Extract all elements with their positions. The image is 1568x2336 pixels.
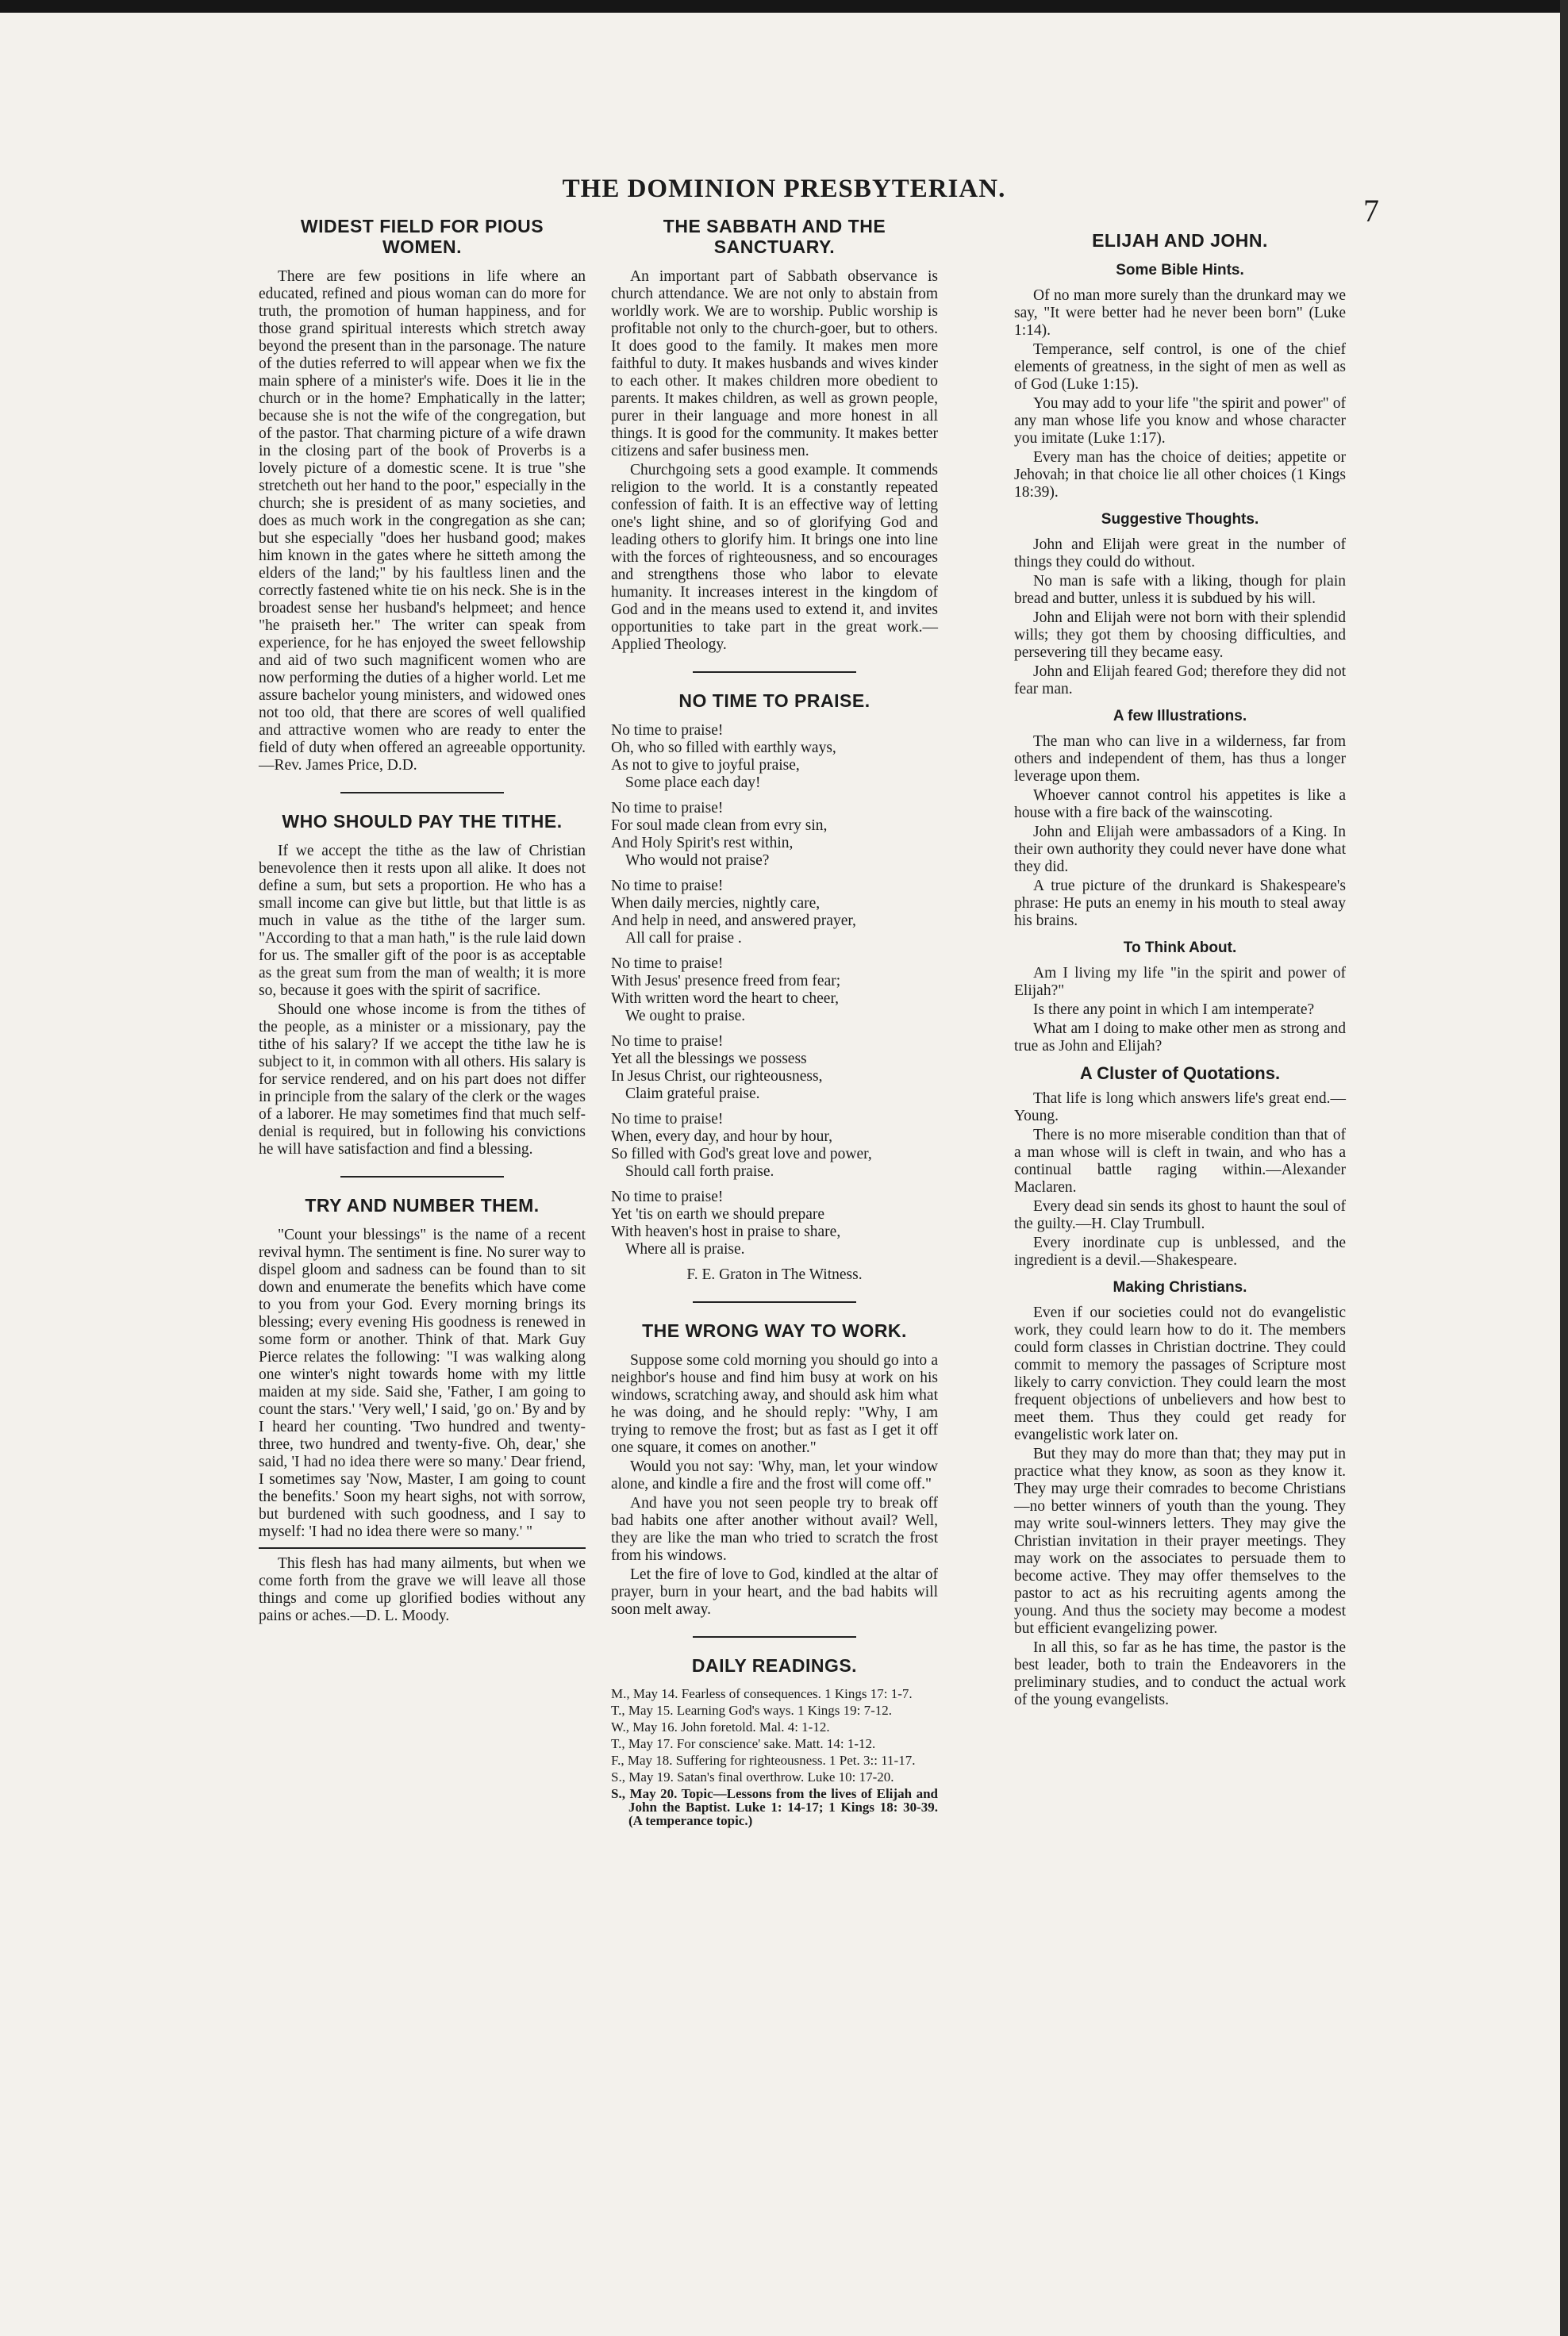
paragraph: A true picture of the drunkard is Shakespeare's phrase: He puts an enemy in his mouth to steal away his brains. <box>1014 878 1346 929</box>
paragraph: Temperance, self control, is one of the chief elements of greatness, in the sight of men as well as of God (Luke 1:15). <box>1014 341 1346 393</box>
poem-line: No time to praise! <box>611 1111 724 1128</box>
paragraph: You may add to your life "the spirit and power" of any man whose life you know and whose character you imitate (Luke 1:17). <box>1014 395 1346 447</box>
reading-item: S., May 19. Satan's final overthrow. Luke 10: 17-20. <box>611 1769 894 1785</box>
section-heading: Making Christians. <box>1113 1279 1247 1296</box>
reading-item: W., May 16. John foretold. Mal. 4: 1-12. <box>611 1719 830 1735</box>
paragraph: John and Elijah were ambassadors of a King. In their own authority they could never have done what they did. <box>1014 824 1346 875</box>
paragraph: Would you not say: 'Why, man, let your window alone, and kindle a fire and the frost will come off." <box>611 1458 938 1493</box>
article-number-them <box>259 1195 586 1625</box>
poem-stanza <box>611 1033 938 1103</box>
reading-item: M., May 14. Fearless of consequences. 1 Kings 17: 1-7. <box>611 1686 913 1701</box>
paragraph: This flesh has had many ailments, but when we come forth from the grave we will leave all those things and come up glorified bodies without any pains or aches.—D. L. Moody. <box>259 1555 586 1624</box>
poem-line: Some place each day! <box>625 774 761 791</box>
paragraph: That life is long which answers life's great end.—Young. <box>1014 1090 1346 1124</box>
column-middle <box>611 216 938 1831</box>
poem-line: So filled with God's great love and power, <box>611 1146 872 1162</box>
page-number: 7 <box>1363 193 1379 229</box>
column-right <box>1014 216 1346 1709</box>
poem-line: For soul made clean from evry sin, <box>611 817 828 834</box>
paragraph: An important part of Sabbath observance is church attendance. We are not only to abstain from worldly work. We are to worship. Public worship is profitable not only to the church-goer, but to others. It does good to the family. It makes men more faithful to duty. It makes husbands and wives kinder to each other. It makes children more obedient to parents. It makes children, as well as grown people, purer in their language and more honest in all things. It is good for the community. It makes better citizens and safer business men. <box>611 268 938 459</box>
poem-no-time-to-praise <box>611 690 938 1284</box>
section-heading: To Think About. <box>1123 939 1237 956</box>
paragraph: Is there any point in which I am intemperate? <box>1033 1001 1315 1018</box>
poem-line: No time to praise! <box>611 800 724 816</box>
article-wrong-way <box>611 1320 938 1619</box>
paragraph: Am I living my life "in the spirit and power of Elijah?" <box>1014 965 1346 999</box>
paragraph: What am I doing to make other men as strong and true as John and Elijah? <box>1014 1020 1346 1055</box>
section-heading: A few Illustrations. <box>1113 708 1247 724</box>
poem-line: And Holy Spirit's rest within, <box>611 835 794 851</box>
poem-line: No time to praise! <box>611 722 724 739</box>
section-heading: A Cluster of Quotations. <box>1079 1063 1281 1083</box>
divider <box>340 1176 504 1178</box>
paragraph: Every dead sin sends its ghost to haunt the soul of the guilty.—H. Clay Trumbull. <box>1014 1198 1346 1232</box>
daily-readings <box>611 1655 938 1827</box>
poem-stanza <box>611 722 938 792</box>
paragraph: There are few positions in life where an educated, refined and pious woman can do more for truth, the promotion of human happiness, and for those grand spiritual interests which stretch away beyond the present than in the parsonage. The nature of the duties referred to will appear when we fix the main sphere of a minister's wife. Does it lie in the church or in the home? Emphatically in the latter; because she is not the wife of the congregation, but of the pastor. That charming picture of a wife drawn in the closing part of the book of Proverbs is a lovely picture of a domestic scene. It is true "she stretcheth out her hand to the poor," especially in the church; she is president of as many societies, and does as much work in the congregation as she can; but she especially "does her husband good; makes him known in the gates where he sitteth among the elders of the land;" by his faultless linen and the correctly fastened white tie on his neck. She is in the broadest sense her husband's helpmeet; and hence "he praiseth her." The writer can speak from experience, for he has enjoyed the sweet fellowship and aid of two such magnificent women who are now performing the duties of a higher world. Let me assure bachelor young ministers, and widowed ones not too old, that there are scores of well qualified and attractive women who are ready to enter the field of duty when offered an agreeable opportunity.—Rev. James Price, D.D. <box>259 268 586 774</box>
paragraph: "Count your blessings" is the name of a recent revival hymn. The sentiment is fine. No surer way to dispel gloom and sadness can be found than to sit down and enumerate the benefits which have come to you from your God. Every morning brings its blessing; every evening His goodness is renewed in some form or another. Think of that. Mark Guy Pierce relates the following: "I was walking along one winter's night towards home with my little maiden at my side. Said she, 'Father, I am going to count the stars.' 'Very well,' I said, 'go on.' By and by I heard her counting. 'Two hundred and twenty-three, two hundred and twenty-five. Oh, dear,' she said, 'I had no idea there were so many.' Dear friend, I sometimes say 'Now, Master, I am going to count the benefits.' Soon my heart sighs, not with sorrow, but burdened with such goodness, and I say to myself: 'I had no idea there were so many.' " <box>259 1227 586 1540</box>
paragraph: John and Elijah were great in the number of things they could do without. <box>1014 536 1346 571</box>
poem-line: No time to praise! <box>611 1033 724 1050</box>
article-tithe <box>259 811 586 1158</box>
reading-item: S., May 20. Topic—Lessons from the lives of Elijah and John the Baptist. Luke 1: 14-17; 1 Kings 18: 30-39. (A temperance topic.) <box>611 1786 938 1828</box>
poem-line: When, every day, and hour by hour, <box>611 1128 832 1145</box>
poem-line: Should call forth praise. <box>625 1163 774 1180</box>
poem-stanza <box>611 800 938 870</box>
reading-item: F., May 18. Suffering for righteousness. 1 Pet. 3:: 11-17. <box>611 1753 916 1768</box>
poem-stanza <box>611 1189 938 1258</box>
reading-item: T., May 15. Learning God's ways. 1 Kings 19: 7-12. <box>611 1703 893 1718</box>
divider <box>259 1547 586 1549</box>
article-title: ELIJAH AND JOHN. <box>1092 230 1268 251</box>
paragraph: No man is safe with a liking, though for plain bread and butter, unless it is subdued by his will. <box>1014 573 1346 607</box>
reading-item: T., May 17. For conscience' sake. Matt. 14: 1-12. <box>611 1736 876 1751</box>
paragraph: Even if our societies could not do evangelistic work, they could learn how to do it. The members could form classes in Christian doctrine. They could commit to memory the passages of Scripture most likely to carry conviction. They could learn the most frequent objections of unbelievers and how best to meet them. Thus they could get ready for evangelistic work later on. <box>1014 1304 1346 1443</box>
poem-line: Yet all the blessings we possess <box>611 1051 807 1067</box>
poem-line: Oh, who so filled with earthly ways, <box>611 740 836 756</box>
article-title: TRY AND NUMBER THEM. <box>305 1195 540 1216</box>
paragraph: Churchgoing sets a good example. It commends religion to the world. It is a constantly repeated confession of faith. It is an effective way of letting one's light shine, and so of glorifying God and leading others to glorify him. It brings one into line with the forces of righteousness, and so encourages and strengthens those who labor to elevate humanity. It increases interest in the kingdom of God and in the means used to extend it, and invites opportunities to take part in the great work.—Applied Theology. <box>611 462 938 653</box>
divider <box>340 792 504 793</box>
divider <box>693 1301 856 1303</box>
article-title: WIDEST FIELD FOR PIOUS WOMEN. <box>300 216 544 257</box>
poem-line: Yet 'tis on earth we should prepare <box>611 1206 825 1223</box>
poem-line: With heaven's host in praise to share, <box>611 1224 841 1240</box>
article-title: THE SABBATH AND THE SANCTUARY. <box>663 216 886 257</box>
paragraph: John and Elijah feared God; therefore they did not fear man. <box>1014 663 1346 697</box>
paragraph: Should one whose income is from the tithes of the people, as a minister or a missionary, pay the tithe of his salary? If we accept the tithe law he is subject to it, in common with all others. His salary is for service rendered, and on his part does not differ in principle from the salary of the clerk or the wages of a laborer. He may sometimes find that much self-denial is required, but in following his convictions he will have satisfaction and find a blessing. <box>259 1001 586 1158</box>
poem-line: All call for praise . <box>625 930 742 947</box>
poem-stanza <box>611 878 938 947</box>
paragraph: If we accept the tithe as the law of Christian benevolence then it rests upon all alike. It does not define a sum, but sets a proportion. He who has a small income can give but little, but that little is as much in value as the tithe of the larger sum. "According to that a man hath," is the rule laid down for us. The smaller gift of the poor is as acceptable as the great sum from the man of wealth; it is more so, because it goes with the spirit of sacrifice. <box>259 843 586 999</box>
paragraph: But they may do more than that; they may put in practice what they know, as soon as they know it. They may urge their comrades to become Christians—no better winners of youth than the young. They may write soul-winners letters. They may give the Christian invitation in their prayer meetings. They may work on the associates to persuade them to become active. They may offer themselves to the pastor to act as his recruiting agents among the young. And thus the society may become a modest but efficient evangelizing power. <box>1014 1446 1346 1637</box>
masthead: THE DOMINION PRESBYTERIAN. <box>562 175 1006 203</box>
paragraph: Let the fire of love to God, kindled at the altar of prayer, burn in your heart, and the bad habits will soon melt away. <box>611 1566 938 1618</box>
poem-line: No time to praise! <box>611 955 724 972</box>
paragraph: Whoever cannot control his appetites is like a house with a fire back of the wainscoting. <box>1014 787 1346 821</box>
paragraph: In all this, so far as he has time, the pastor is the best leader, both to train the Endeavorers in the preliminary studies, and to conduct the actual work of the young evangelists. <box>1014 1639 1346 1708</box>
poem-line: With Jesus' presence freed from fear; <box>611 973 841 989</box>
section-heading: Some Bible Hints. <box>1116 262 1244 279</box>
paragraph: Every man has the choice of deities; appetite or Jehovah; in that choice lie all other choices (1 Kings 18:39). <box>1014 449 1346 501</box>
article-title: THE WRONG WAY TO WORK. <box>642 1320 907 1341</box>
poem-line: When daily mercies, nightly care, <box>611 895 821 912</box>
paragraph: And have you not seen people try to break off bad habits one after another without avail? Well, they are like the man who tried to scratch the frost from his windows. <box>611 1495 938 1564</box>
poem-line: And help in need, and answered prayer, <box>611 912 856 929</box>
readings-title: DAILY READINGS. <box>691 1655 858 1676</box>
section-heading: Suggestive Thoughts. <box>1101 511 1259 528</box>
poem-stanza <box>611 1111 938 1181</box>
poem-title: NO TIME TO PRAISE. <box>678 690 870 711</box>
poem-attribution: F. E. Graton in The Witness. <box>686 1266 863 1283</box>
paragraph: Suppose some cold morning you should go into a neighbor's house and find him busy at work on his windows, scratching away, and should ask him what he was doing, and he should reply: "Why, I am trying to remove the frost; but as fast as I get it off one square, it comes on another." <box>611 1352 938 1456</box>
poem-line: As not to give to joyful praise, <box>611 757 800 774</box>
poem-stanza <box>611 955 938 1025</box>
paragraph: John and Elijah were not born with their splendid wills; they got them by choosing difficulties, and persevering till they became easy. <box>1014 609 1346 661</box>
scan-top-border <box>0 0 1568 13</box>
divider <box>693 1636 856 1638</box>
divider <box>693 671 856 673</box>
article-title: WHO SHOULD PAY THE TITHE. <box>282 811 563 832</box>
poem-line: Who would not praise? <box>625 852 770 869</box>
poem-line: Claim grateful praise. <box>625 1085 760 1102</box>
poem-line: Where all is praise. <box>625 1241 745 1258</box>
paragraph: There is no more miserable condition than that of a man whose will is cleft in twain, and who has a continual battle raging within.—Alexander Maclaren. <box>1014 1127 1346 1196</box>
poem-line: In Jesus Christ, our righteousness, <box>611 1068 823 1085</box>
poem-line: With written word the heart to cheer, <box>611 990 840 1007</box>
column-left <box>259 216 586 1625</box>
article-sabbath <box>611 216 938 654</box>
scan-right-border <box>1560 0 1568 2336</box>
paragraph: Every inordinate cup is unblessed, and the ingredient is a devil.—Shakespeare. <box>1014 1235 1346 1269</box>
poem-line: We ought to praise. <box>625 1008 746 1024</box>
paragraph: Of no man more surely than the drunkard may we say, "It were better had he never been born" (Luke 1:14). <box>1014 287 1346 339</box>
article-widest-field <box>259 216 586 774</box>
paragraph: The man who can live in a wilderness, far from others and independent of them, has thus a longer leverage upon them. <box>1014 733 1346 785</box>
poem-line: No time to praise! <box>611 878 724 894</box>
poem-line: No time to praise! <box>611 1189 724 1205</box>
